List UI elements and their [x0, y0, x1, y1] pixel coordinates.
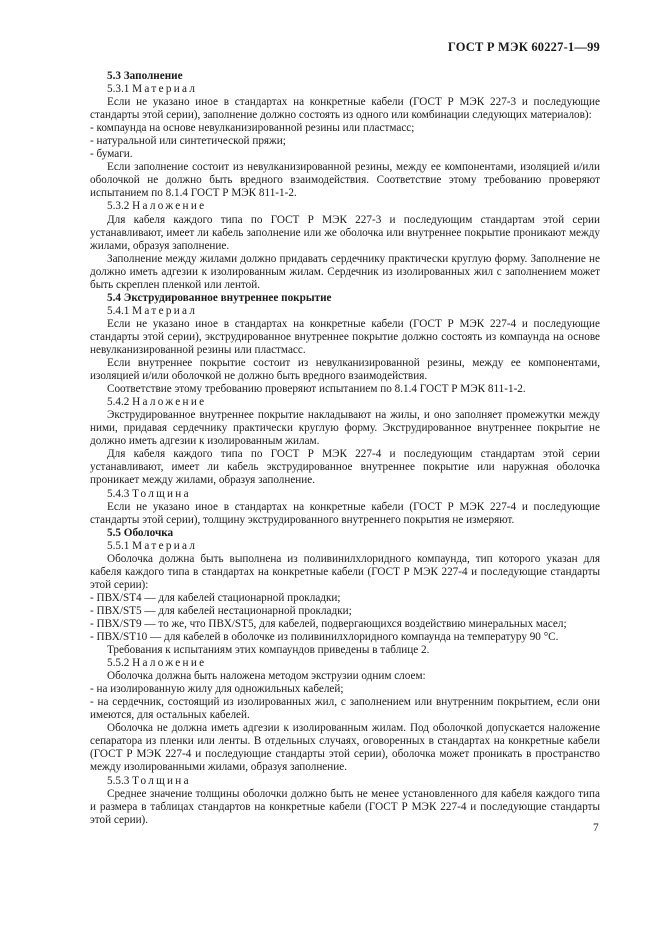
clause-title: Толщина	[132, 487, 191, 500]
paragraph: - бумаги.	[90, 148, 133, 161]
clause-number: 5.5.1	[107, 539, 130, 552]
paragraph: Соответствие этому требованию проверяют испытанием по 8.1.4 ГОСТ Р МЭК 811-1-2.	[107, 383, 526, 396]
paragraph: - на сердечник, состоящий из изолированных жил, с заполнением или внутренним покрытием, если они имеются, для остальных кабелей.	[90, 696, 600, 722]
paragraph: Оболочка должна быть наложена методом экструзии одним слоем:	[107, 670, 426, 683]
clause-title: Наложение	[132, 200, 207, 213]
document-header: ГОСТ Р МЭК 60227-1—99	[447, 40, 600, 54]
clause-number: 5.4.1	[107, 304, 130, 317]
section-subheading	[90, 200, 600, 213]
clause-number: 5.5.2	[107, 657, 130, 670]
clause-title: Наложение	[132, 396, 207, 409]
paragraph: - ПВХ/ST5 — для кабелей нестационарной прокладки;	[90, 604, 352, 617]
paragraph: - ПВХ/ST4 — для кабелей стационарной прокладки;	[90, 591, 341, 604]
section-subheading	[90, 775, 600, 788]
paragraph: Для кабеля каждого типа по ГОСТ Р МЭК 227-4 и последующим стандартам этой серии устанавливают, имеет ли кабель экструдированное внутреннее покрытие или наружная оболочка проникает между жилами, образуя заполнение.	[90, 448, 600, 487]
section-subheading	[90, 488, 600, 501]
clause-title: Материал	[132, 83, 198, 96]
section-subheading	[90, 305, 600, 318]
section-heading: 5.5 Оболочка	[107, 526, 174, 539]
clause-number: 5.3.1	[107, 83, 130, 96]
paragraph: Если не указано иное в стандартах на конкретные кабели (ГОСТ Р МЭК 227-3 и последующие стандарты этой серии), заполнение должно состоять из одного или комбинации следующих материалов):	[90, 96, 600, 122]
clause-number: 5.4.3	[107, 487, 130, 500]
paragraph: Оболочка должна быть выполнена из поливинилхлоридного компаунда, тип которого указан для кабеля каждого типа в стандартах на конкретные кабели (ГОСТ Р МЭК 227-4 и последующие стандарты этой серии):	[90, 552, 600, 591]
section-subheading	[90, 540, 600, 553]
clause-title: Материал	[132, 304, 198, 317]
paragraph: Если не указано иное в стандартах на конкретные кабели (ГОСТ Р МЭК 227-4 и последующие стандарты этой серии), экструдированное внутреннее покрытие должно состоять из компаунда на основе невулканизированной резины или пластмасс.	[90, 317, 600, 356]
section-heading: 5.4 Экструдированное внутреннее покрытие	[107, 291, 332, 304]
paragraph: - на изолированную жилу для одножильных кабелей;	[90, 683, 344, 696]
paragraph: Оболочка не должна иметь адгезии к изолированным жилам. Под оболочкой допускается наложение сепаратора из пленки или ленты. В отдельных случаях, оговоренных в стандартах на конкретные кабели (ГОСТ Р МЭК 227-4 и последующие стандарты этой серии), оболочка может проникать в пространство между изолированными жилами, образуя заполнение.	[90, 722, 600, 774]
paragraph: Если не указано иное в стандартах на конкретные кабели (ГОСТ Р МЭК 227-4 и последующие стандарты этой серии), толщину экструдированного внутреннего покрытия не измеряют.	[90, 500, 600, 526]
clause-number: 5.4.2	[107, 396, 130, 409]
paragraph: - натуральной или синтетической пряжи;	[90, 135, 286, 148]
clause-title: Наложение	[132, 657, 207, 670]
clause-title: Толщина	[132, 774, 191, 787]
paragraph: Если внутреннее покрытие состоит из невулканизированной резины, между ее компонентами, изоляцией и/или оболочкой не должно быть вредного взаимодействия.	[90, 357, 600, 383]
clause-number: 5.3.2	[107, 200, 130, 213]
paragraph: - компаунда на основе невулканизированной резины или пластмасс;	[90, 122, 415, 135]
section-subheading	[90, 396, 600, 409]
paragraph: Заполнение между жилами должно придавать сердечнику практически круглую форму. Заполнение не должно иметь адгезии к изолированным жилам. Сердечник из изолированных жил с заполнением может быть скреплен пленкой или лентой.	[90, 252, 600, 291]
clause-title: Материал	[132, 539, 198, 552]
clause-number: 5.5.3	[107, 774, 130, 787]
paragraph: Если заполнение состоит из невулканизированной резины, между ее компонентами, изоляцией и/или оболочкой не должно быть вредного взаимодействия. Соответствие этому требованию проверяют испытанием по 8.1.4 ГОСТ Р МЭК 811-1-2.	[90, 161, 600, 200]
section-subheading	[90, 657, 600, 670]
page-number: 7	[593, 822, 599, 834]
section-subheading	[90, 83, 600, 96]
section-heading: 5.3 Заполнение	[107, 70, 183, 82]
paragraph: Для кабеля каждого типа по ГОСТ Р МЭК 227-3 и последующим стандартам этой серии устанавливают, имеет ли кабель заполнение или же оболочка или внутреннее покрытие проникают между жилами, образуя заполнение.	[90, 213, 600, 252]
paragraph: Требования к испытаниям этих компаундов приведены в таблице 2.	[107, 644, 430, 657]
paragraph: Экструдированное внутреннее покрытие накладывают на жилы, и оно заполняет промежутки между ними, придавая сердечнику практически круглую форму. Экструдированное внутреннее покрытие не должно иметь адгезии к изолированным жилам.	[90, 409, 600, 448]
paragraph: - ПВХ/ST9 — то же, что ПВХ/ST5, для кабелей, подвергающихся воздействию минеральных масел;	[90, 617, 567, 630]
paragraph: - ПВХ/ST10 — для кабелей в оболочке из поливинилхлоридного компаунда на температуру 90 °С.	[90, 631, 559, 644]
document-body	[90, 70, 600, 827]
paragraph: Среднее значение толщины оболочки должно быть не менее установленного для кабеля каждого типа и размера в таблицах стандартов на конкретные кабели (ГОСТ Р МЭК 227-4 и последующие стандарты этой серии).	[90, 787, 600, 826]
